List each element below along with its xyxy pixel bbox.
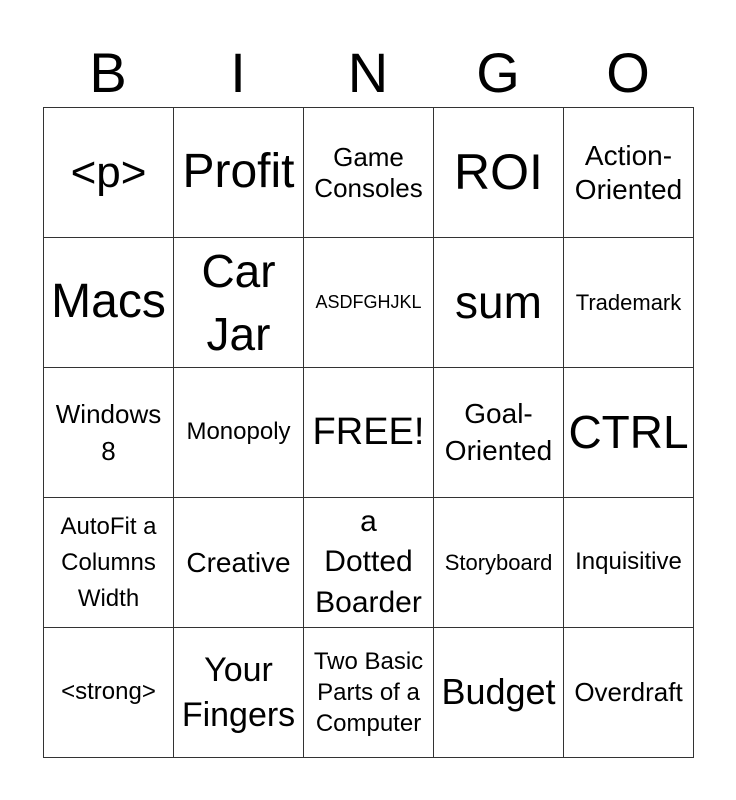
bingo-cell[interactable]: Two Basic Parts of a Computer (304, 628, 434, 758)
grid-row (44, 368, 694, 498)
bingo-grid (43, 107, 694, 758)
bingo-cell[interactable]: Goal- Oriented (434, 368, 564, 498)
bingo-cell-free[interactable]: FREE! (304, 368, 434, 498)
bingo-cell[interactable]: Overdraft (564, 628, 694, 758)
header-letter-g: G (476, 41, 520, 104)
grid-row (44, 108, 694, 238)
bingo-cell[interactable]: CTRL (564, 368, 694, 498)
bingo-cell[interactable]: Monopoly (174, 368, 304, 498)
bingo-cell[interactable]: Trademark (564, 238, 694, 368)
bingo-cell[interactable]: AutoFit a Columns Width (44, 498, 174, 628)
bingo-cell[interactable]: Your Fingers (174, 628, 304, 758)
grid-row (44, 628, 694, 758)
bingo-cell[interactable]: Action- Oriented (564, 108, 694, 238)
bingo-cell[interactable]: sum (434, 238, 564, 368)
header-letter-n: N (347, 41, 389, 104)
bingo-cell[interactable]: Creative (174, 498, 304, 628)
header-letter-b: B (89, 41, 127, 104)
bingo-cell[interactable]: a Dotted Boarder (304, 498, 434, 628)
header-letter-i: I (230, 41, 246, 104)
bingo-cell[interactable]: Car Jar (174, 238, 304, 368)
header-letter-o: O (606, 41, 650, 104)
bingo-cell[interactable]: Storyboard (434, 498, 564, 628)
bingo-cell[interactable]: Game Consoles (304, 108, 434, 238)
bingo-header (43, 38, 693, 108)
bingo-cell[interactable]: Budget (434, 628, 564, 758)
bingo-cell[interactable]: <p> (44, 108, 174, 238)
bingo-cell[interactable]: ASDFGHJKL (304, 238, 434, 368)
bingo-cell[interactable]: Inquisitive (564, 498, 694, 628)
bingo-cell[interactable]: Profit (174, 108, 304, 238)
grid-row (44, 238, 694, 368)
bingo-cell[interactable]: <strong> (44, 628, 174, 758)
bingo-cell[interactable]: ROI (434, 108, 564, 238)
bingo-cell[interactable]: Windows 8 (44, 368, 174, 498)
bingo-cell[interactable]: Macs (44, 238, 174, 368)
grid-row (44, 498, 694, 628)
